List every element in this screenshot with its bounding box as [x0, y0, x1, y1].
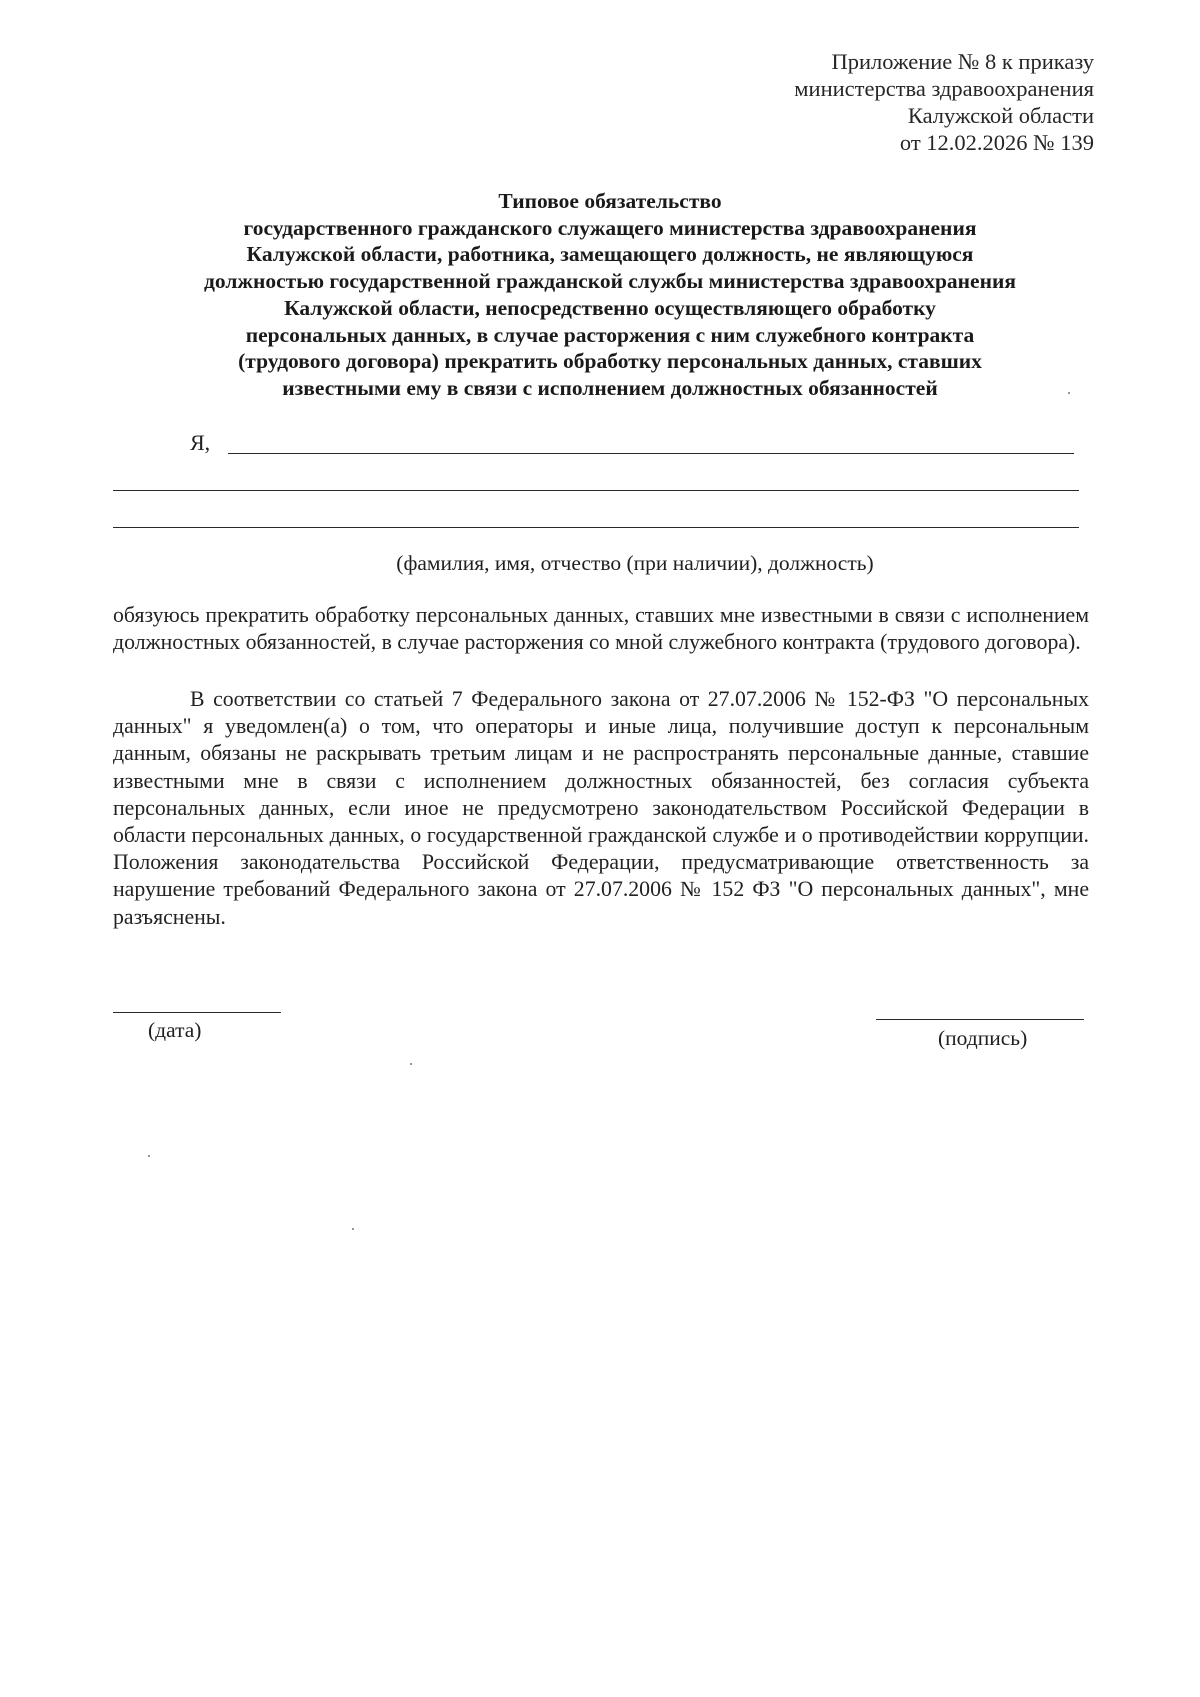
scan-speck	[1068, 392, 1070, 394]
signature-line	[876, 1019, 1084, 1020]
appendix-line-1: Приложение № 8 к приказу	[831, 49, 1094, 74]
scan-speck	[352, 1228, 354, 1230]
appendix-line-2: министерства здравоохранения	[794, 76, 1094, 101]
appendix-note	[794, 48, 1094, 156]
title-line: (трудового договора) прекратить обработку персональных данных, ставших	[238, 349, 982, 374]
ya-label: Я,	[190, 430, 211, 455]
title-line: государственного гражданского служащего министерства здравоохранения	[243, 215, 977, 240]
title-line: известными ему в связи с исполнением должностных обязанностей	[282, 375, 938, 400]
title-line: Типовое обязательство	[498, 189, 722, 213]
title-line: Калужской области, работника, замещающего должность, не являющуюся	[246, 242, 974, 267]
appendix-line-3: Калужской области	[907, 103, 1094, 128]
appendix-line-4: от 12.02.2026 № 139	[899, 130, 1094, 155]
commitment-paragraph: обязуюсь прекратить обработку персональных данных, ставших мне известными в связи с исполнением должностных обязанностей, в случае расторжения со мной служебного контракта (трудового договора).	[113, 603, 1089, 655]
scan-speck	[410, 1063, 412, 1065]
signature-label: (подпись)	[938, 1026, 1028, 1050]
name-fill-line-1	[228, 453, 1074, 454]
date-line	[113, 1012, 281, 1013]
title-line: должностью государственной гражданской службы министерства здравоохранения	[203, 269, 1016, 294]
title-line: персональных данных, в случае расторжения с ним служебного контракта	[245, 322, 975, 347]
scan-speck	[148, 1155, 150, 1157]
name-caption: (фамилия, имя, отчество (при наличии), должность)	[396, 551, 874, 575]
name-fill-line-3	[113, 527, 1079, 528]
title-line: Калужской области, непосредственно осуществляющего обработку	[284, 295, 936, 320]
date-label: (дата)	[148, 1018, 202, 1042]
document-title	[120, 188, 1100, 402]
name-fill-line-2	[113, 490, 1079, 491]
legal-notice-paragraph: В соответствии со статьей 7 Федерального закона от 27.07.2006 № 152-ФЗ "О персональных данных" я уведомлен(а) о том, что операторы и иные лица, получившие доступ к персональным данным, обязаны не раскрывать третьим лицам и не распространять персональные данные, ставшие известными мне в связи с исполнением должностных обязанностей, без согласия субъекта персональных данных, если иное не предусмотрено законодательством Российской Федерации в области персональных данных, о государственной гражданской службе и о противодействии коррупции. Положения законодательства Российской Федерации, предусматривающие ответственность за нарушение требований Федерального закона от 27.07.2006 № 152 ФЗ "О персональных данных", мне разъяснены.	[113, 687, 1089, 929]
